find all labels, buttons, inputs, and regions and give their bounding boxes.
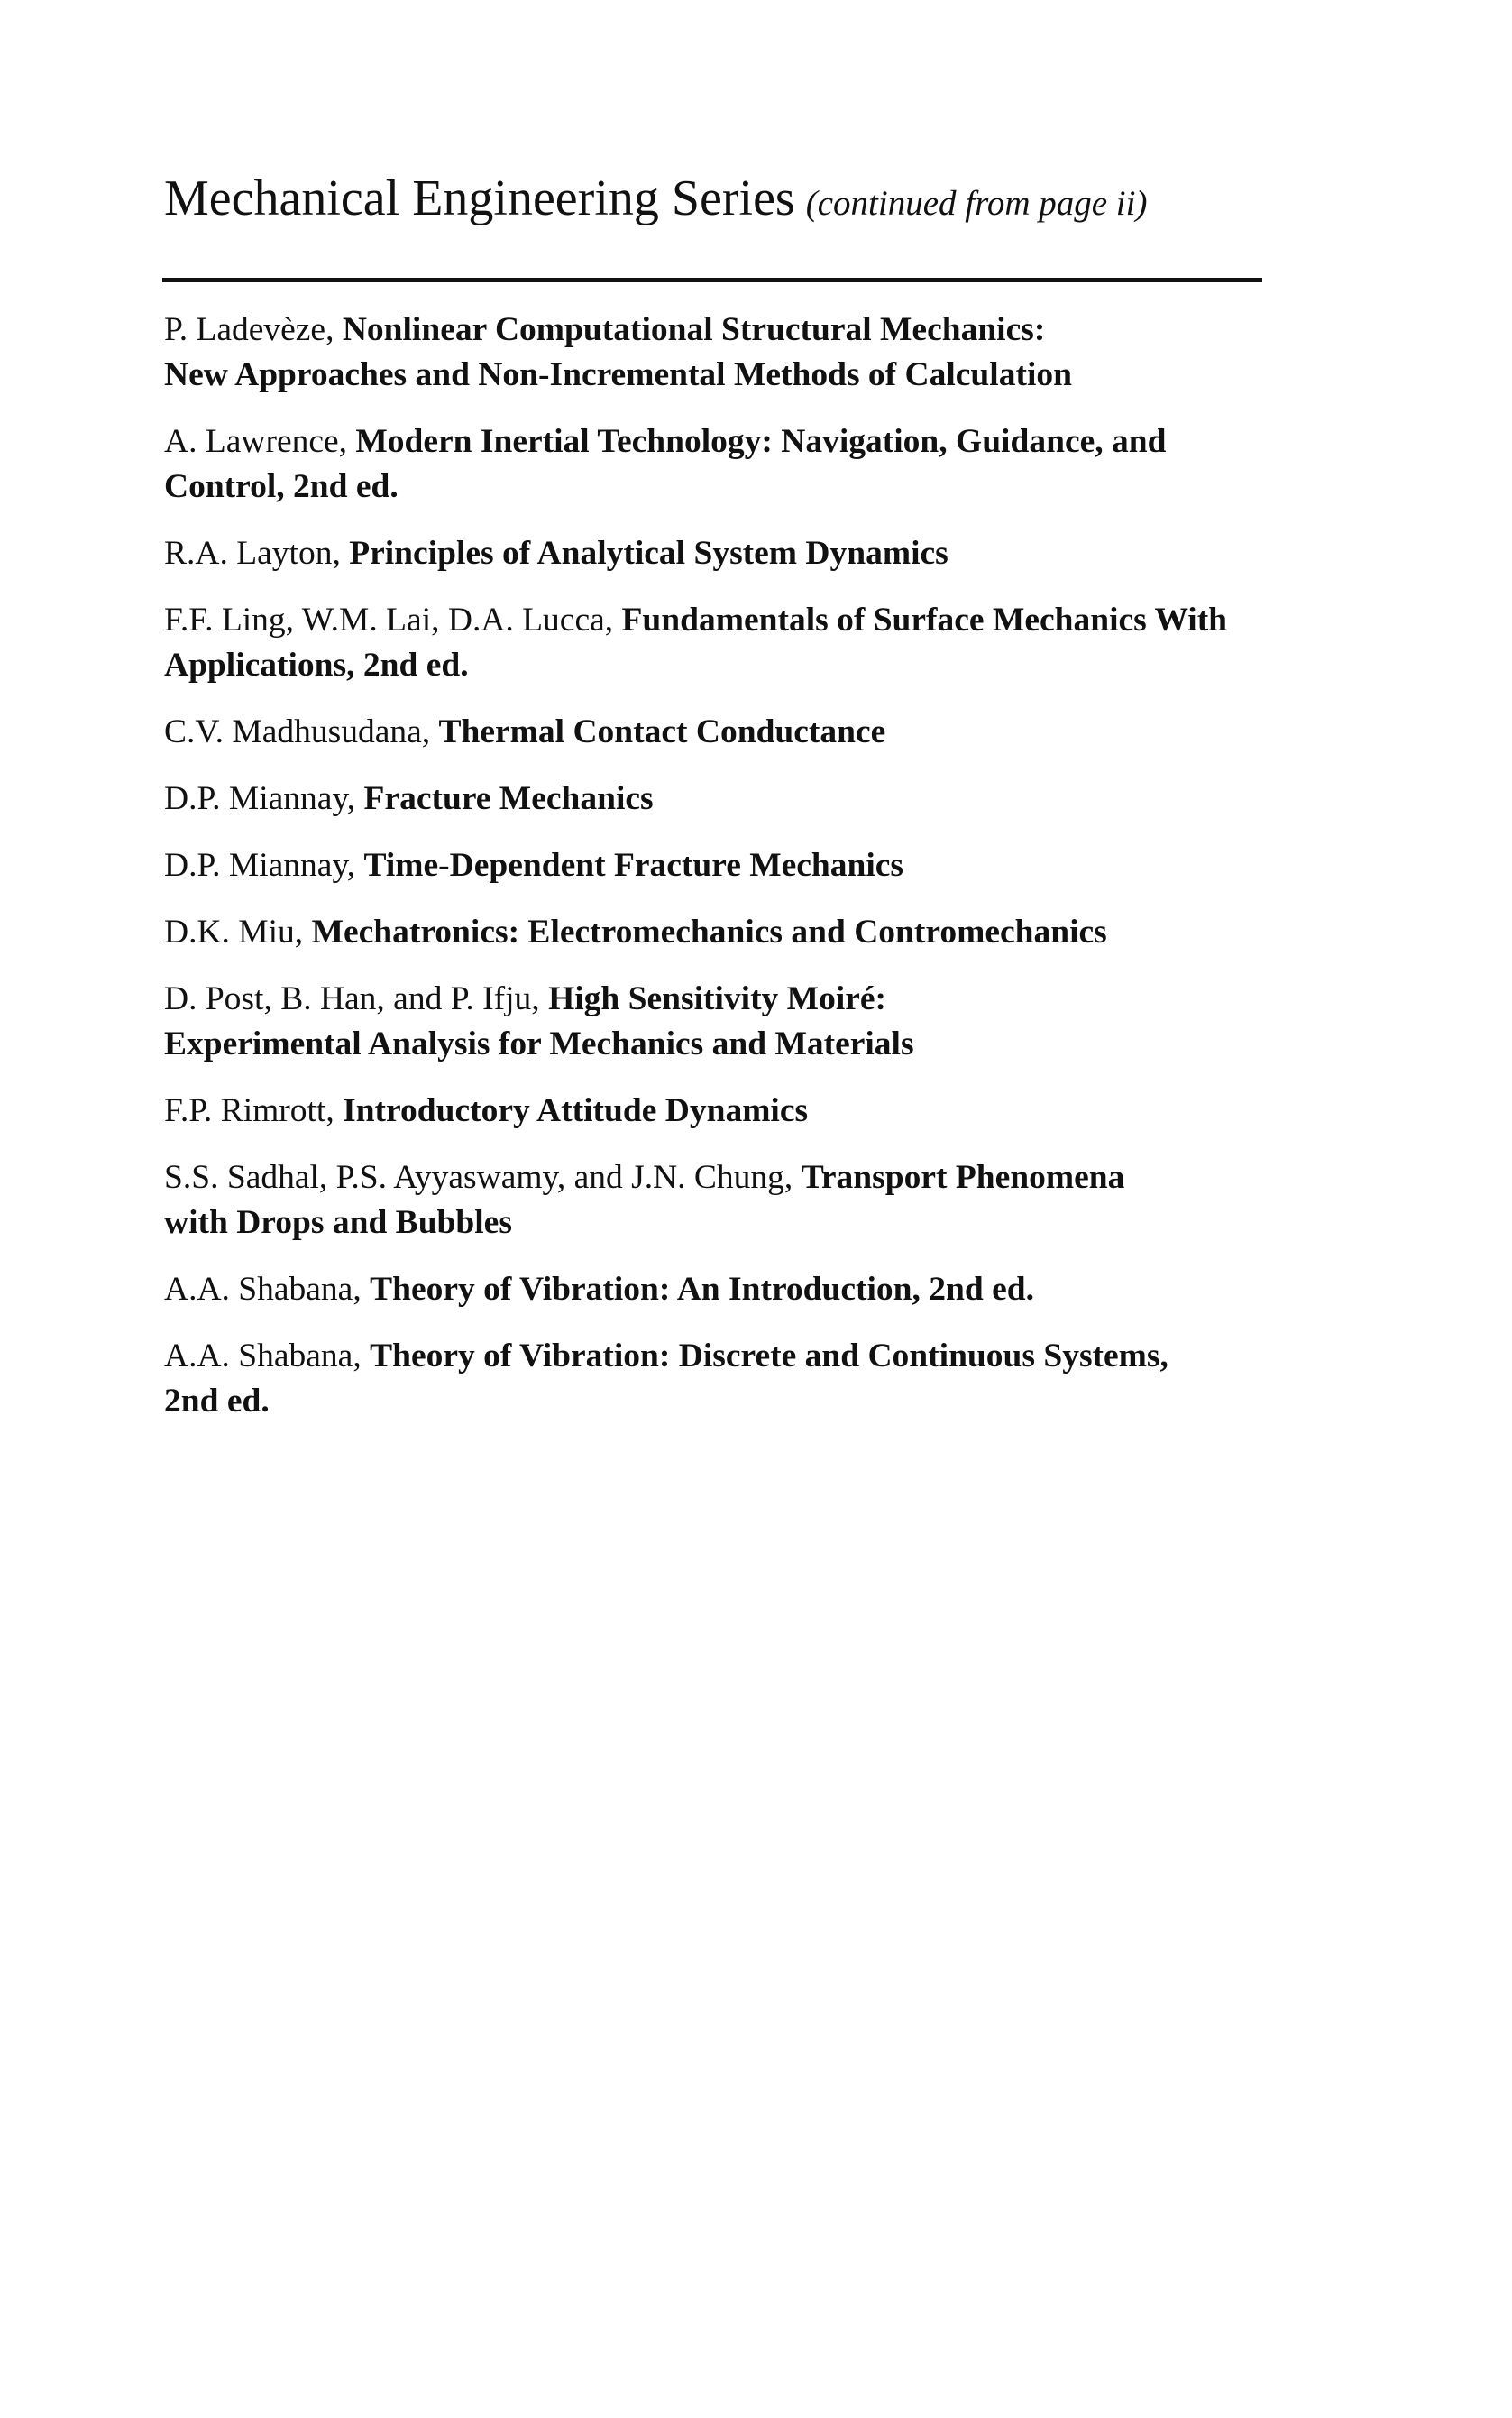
book-title-line: Mechatronics: Electromechanics and Contromechanics (311, 914, 1107, 951)
book-title (164, 311, 1417, 398)
book-entry (164, 777, 1417, 822)
book-entry (164, 977, 1417, 1067)
book-author: F.P. Rimrott, (164, 1092, 344, 1129)
book-entry (164, 1334, 1417, 1424)
book-author: D.P. Miannay, (164, 847, 364, 884)
book-title-line: Thermal Contact Conductance (438, 713, 886, 750)
book-author: A.A. Shabana, (164, 1338, 371, 1374)
book-title (439, 713, 886, 750)
book-entry (164, 710, 1417, 755)
book-title-line: Applications, 2nd ed. (164, 647, 469, 684)
book-title-line: Experimental Analysis for Mechanics and Materials (164, 1025, 914, 1062)
book-title-line: Time-Dependent Fracture Mechanics (363, 847, 904, 884)
header-rule (162, 278, 1262, 282)
book-author: C.V. Madhusudana, (164, 713, 439, 750)
book-author: A. Lawrence, (164, 423, 356, 460)
book-entry (164, 1155, 1417, 1246)
book-title-line: Modern Inertial Technology: Navigation, Guidance, and (355, 423, 1167, 460)
book-author: P. Ladevèze, (164, 311, 343, 348)
book-title (312, 914, 1107, 951)
book-title-line: with Drops and Bubbles (164, 1204, 512, 1241)
book-title-line: Fundamentals of Surface Mechanics With (621, 602, 1228, 639)
book-entry (164, 419, 1417, 510)
book-title-line: High Sensitivity Moiré: (548, 980, 887, 1017)
book-author: D.P. Miannay, (164, 780, 364, 817)
book-author: D. Post, B. Han, and P. Ifju, (164, 980, 549, 1017)
book-title-line: Control, 2nd ed. (164, 468, 399, 505)
book-title (164, 1338, 1417, 1424)
book-author: R.A. Layton, (164, 535, 350, 572)
book-title-line: Transport Phenomena (801, 1159, 1125, 1196)
book-title-line: New Approaches and Non-Incremental Methods of Calculation (164, 356, 1072, 393)
continued-note: (continued from page ii) (805, 184, 1148, 223)
book-title-line: Nonlinear Computational Structural Mechanics: (342, 311, 1046, 348)
book-title (370, 1271, 1034, 1308)
series-header (164, 170, 1148, 226)
book-title-line: Theory of Vibration: An Introduction, 2nd ed. (370, 1271, 1035, 1308)
book-title (364, 847, 904, 884)
book-author: A.A. Shabana, (164, 1271, 371, 1308)
book-title (343, 1092, 808, 1129)
book-title-line: Fracture Mechanics (363, 780, 654, 817)
book-title-line: Theory of Vibration: Discrete and Continuous Systems, (370, 1338, 1168, 1374)
book-entry (164, 308, 1417, 398)
book-list (164, 308, 1417, 1446)
book-title-line: Introductory Attitude Dynamics (343, 1092, 809, 1129)
book-title (364, 780, 654, 817)
book-author: F.F. Ling, W.M. Lai, D.A. Lucca, (164, 602, 622, 639)
book-title (164, 423, 1417, 510)
book-title-line: 2nd ed. (164, 1383, 270, 1420)
book-title (349, 535, 948, 572)
book-entry (164, 531, 1417, 576)
book-entry (164, 1267, 1417, 1312)
book-author: D.K. Miu, (164, 914, 312, 951)
book-entry (164, 1089, 1417, 1134)
book-entry (164, 598, 1417, 688)
book-author: S.S. Sadhal, P.S. Ayyaswamy, and J.N. Chung, (164, 1159, 802, 1196)
book-title-line: Principles of Analytical System Dynamics (349, 535, 948, 572)
series-title: Mechanical Engineering Series (164, 170, 795, 226)
book-entry (164, 843, 1417, 888)
book-entry (164, 910, 1417, 955)
